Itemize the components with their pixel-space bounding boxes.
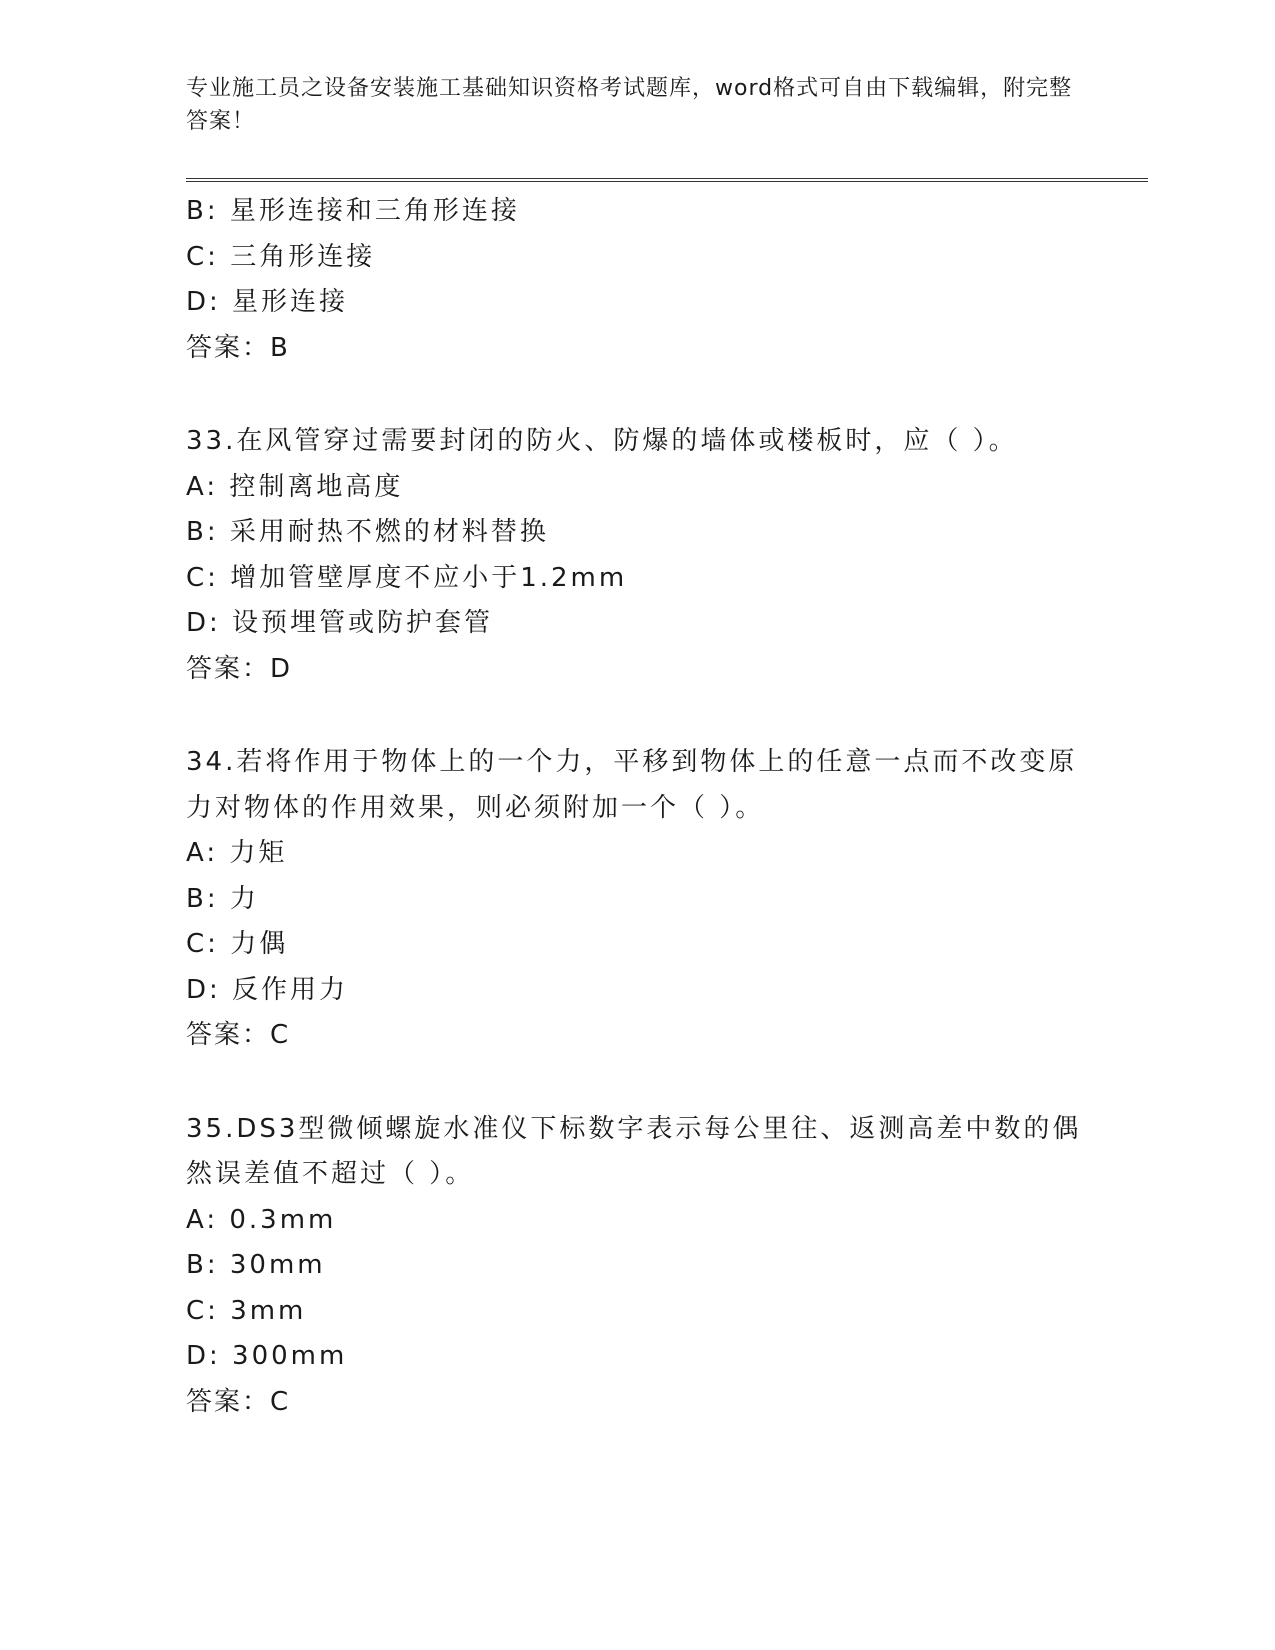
option-c <box>186 556 1086 602</box>
option-text: 星形连接和三角形连接 <box>229 196 520 226</box>
option-text: 增加管壁厚度不应小于1.2mm <box>230 562 628 593</box>
answer-label: 答案： <box>186 332 271 363</box>
stem-line: 然误差值不超过（ ）。 <box>186 1159 475 1189</box>
option-key: D: <box>186 1341 221 1371</box>
option-key: B: <box>186 196 219 226</box>
header-divider <box>186 178 1148 182</box>
answer-value: C <box>270 1386 292 1417</box>
question-34 <box>186 740 1086 1059</box>
option-b <box>186 1243 1086 1289</box>
option-b <box>186 877 1086 923</box>
option-key: C: <box>186 562 219 593</box>
option-key: C: <box>186 929 219 959</box>
question-stem <box>186 740 1086 831</box>
option-text: 星形连接 <box>232 287 349 317</box>
answer-line <box>186 647 1086 693</box>
option-key: B: <box>186 883 219 914</box>
option-text: 三角形连接 <box>230 241 376 272</box>
option-a <box>186 831 1086 877</box>
option-text: 采用耐热不燃的材料替换 <box>229 517 549 547</box>
question-stem <box>186 1107 1086 1198</box>
answer-value: D <box>270 653 294 684</box>
option-d <box>186 1334 1086 1380</box>
option-key: C: <box>186 1295 219 1326</box>
question-35 <box>186 1107 1086 1426</box>
answer-label: 答案： <box>186 653 271 684</box>
option-text: 力矩 <box>229 838 288 868</box>
option-key: A: <box>186 1204 219 1235</box>
option-key: A: <box>186 471 219 502</box>
stem-line: 35.DS3型微倾螺旋水准仪下标数字表示每公里往、返测高差中数的偶 <box>186 1113 1082 1144</box>
option-key: D: <box>186 287 221 317</box>
stem-line: 34.若将作用于物体上的一个力，平移到物体上的任意一点而不改变原 <box>186 747 1078 777</box>
stem-line: 33.在风管穿过需要封闭的防火、防爆的墙体或楼板时，应（ ）。 <box>186 426 1018 456</box>
option-d <box>186 601 1086 647</box>
option-a <box>186 1198 1086 1244</box>
question-stem <box>186 419 1086 465</box>
option-d <box>186 280 1086 326</box>
option-key: A: <box>186 838 219 868</box>
answer-line <box>186 1380 1086 1426</box>
answer-line <box>186 326 1086 372</box>
page-header <box>186 72 1086 138</box>
answer-value: C <box>270 1020 292 1050</box>
option-text: 反作用力 <box>232 974 349 1005</box>
option-text: 控制离地高度 <box>229 471 404 502</box>
answer-line <box>186 1013 1086 1059</box>
option-c <box>186 1289 1086 1335</box>
option-text: 力偶 <box>230 929 289 959</box>
answer-value: B <box>270 332 291 363</box>
option-text: 30mm <box>229 1250 326 1280</box>
option-text: 3mm <box>230 1295 307 1326</box>
answer-label: 答案： <box>186 1386 271 1417</box>
option-text: 设预埋管或防护套管 <box>232 608 494 638</box>
question-33 <box>186 419 1086 692</box>
option-d <box>186 968 1086 1014</box>
stem-line: 力对物体的作用效果，则必须附加一个（ ）。 <box>186 792 765 823</box>
option-b <box>186 510 1086 556</box>
option-a <box>186 465 1086 511</box>
option-key: D: <box>186 974 221 1005</box>
answer-label: 答案： <box>186 1020 271 1050</box>
option-key: C: <box>186 241 219 272</box>
option-key: B: <box>186 1250 219 1280</box>
option-b <box>186 189 1086 235</box>
question-list <box>186 189 1086 1425</box>
option-key: D: <box>186 608 221 638</box>
option-c <box>186 922 1086 968</box>
option-c <box>186 235 1086 281</box>
question-carryover <box>186 189 1086 371</box>
header-title: 专业施工员之设备安装施工基础知识资格考试题库，word格式可自由下载编辑，附完整答案！ <box>186 76 1073 134</box>
option-text: 0.3mm <box>229 1204 337 1235</box>
option-key: B: <box>186 517 219 547</box>
option-text: 力 <box>229 883 259 914</box>
option-text: 300mm <box>232 1341 348 1371</box>
